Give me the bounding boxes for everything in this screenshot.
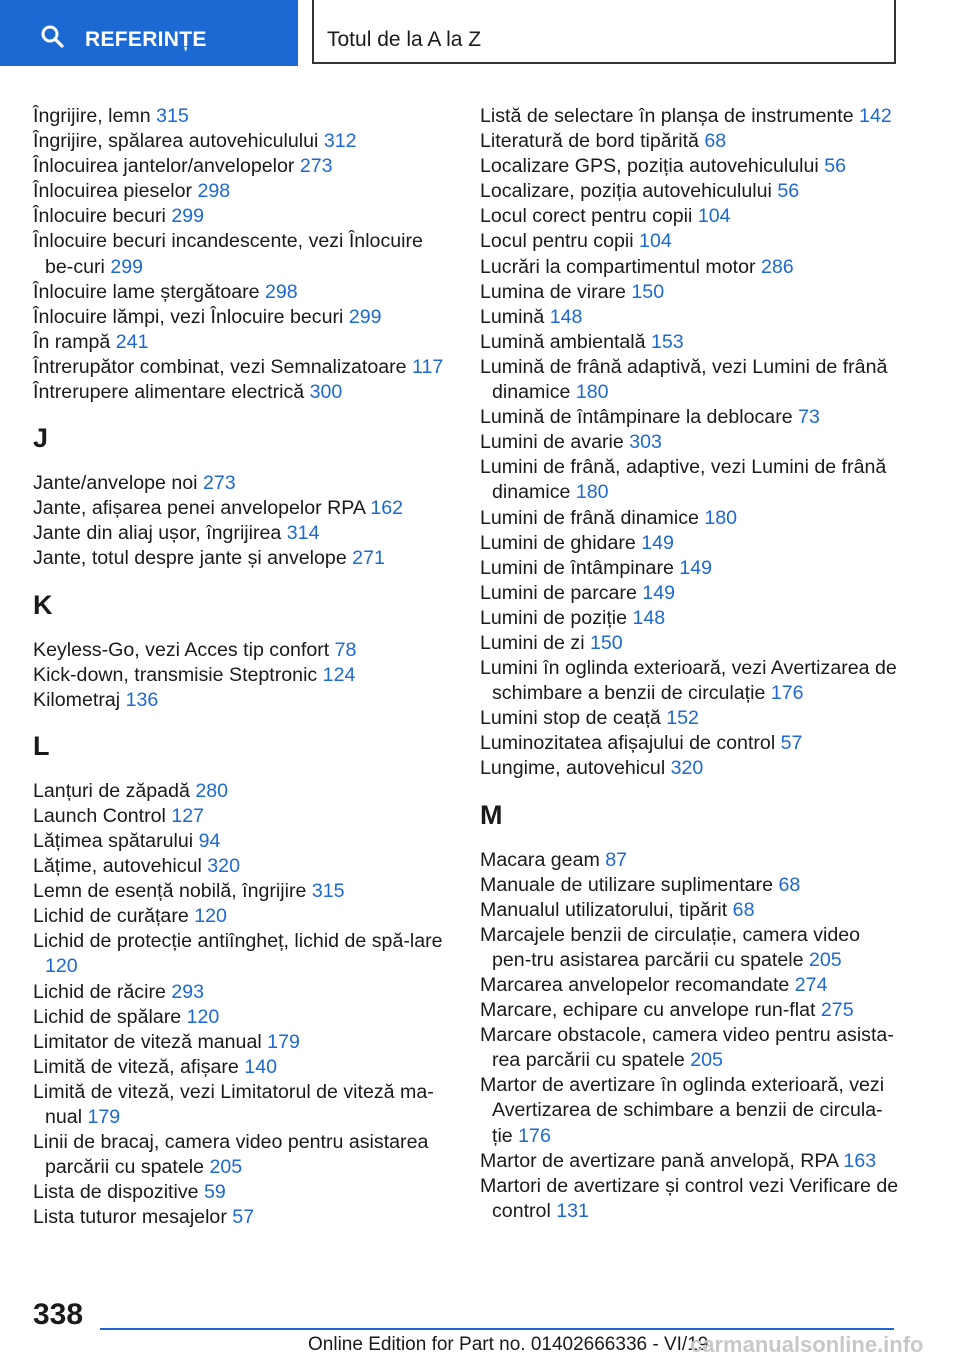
- index-page-link[interactable]: 120: [45, 955, 78, 978]
- index-entry-text: Localizare GPS, poziția autovehiculului: [480, 155, 819, 178]
- index-page-link[interactable]: 94: [198, 829, 221, 852]
- index-entry-text: Înlocuire lame ștergătoare: [33, 280, 260, 303]
- index-entry-text: Lățime, autovehicul: [33, 855, 202, 878]
- index-entry-text: Lucrări la compartimentul motor: [480, 255, 756, 278]
- index-entry: [480, 430, 900, 455]
- index-entry: [33, 471, 453, 496]
- index-entry-text: Lumini de parcare: [480, 581, 637, 604]
- index-entry-text: Kilometraj: [33, 688, 121, 711]
- index-entry: [480, 129, 900, 154]
- page-number: 338: [33, 1298, 84, 1331]
- index-page-link[interactable]: 320: [207, 855, 240, 878]
- index-page-link[interactable]: 176: [770, 682, 804, 705]
- index-entry-text: Lumini de frână, adaptive, vezi Lumini de frână dinamice: [480, 456, 887, 504]
- index-entry-text: Lumini în oglinda exterioară, vezi Avertizarea de schimbare a benzii de circulație: [480, 657, 897, 705]
- index-letter-heading: L: [33, 730, 50, 761]
- index-page-link[interactable]: 274: [794, 974, 828, 996]
- index-entry-text: Lichid de curățare: [33, 905, 189, 928]
- index-page-link[interactable]: 148: [549, 305, 583, 328]
- index-entry: [480, 1149, 900, 1174]
- index-entry: [480, 531, 900, 556]
- index-entry: [33, 1130, 453, 1180]
- index-page-link[interactable]: 298: [265, 280, 298, 303]
- index-entry: [33, 929, 453, 979]
- index-page-link[interactable]: 142: [859, 105, 892, 127]
- index-page-link[interactable]: 104: [639, 230, 672, 253]
- index-entry: [33, 829, 453, 854]
- index-entry: [480, 455, 900, 505]
- index-page-link[interactable]: 59: [204, 1181, 226, 1204]
- index-entry: [33, 779, 453, 804]
- index-page-link[interactable]: 149: [679, 556, 713, 579]
- index-page-link[interactable]: 120: [194, 905, 227, 928]
- index-entry: [480, 255, 900, 280]
- index-entry: [33, 1080, 453, 1130]
- footer-divider: [100, 1328, 894, 1330]
- index-entry-text: Lățimea spătarului: [33, 829, 194, 852]
- index-entry: [480, 1023, 900, 1073]
- index-entry-text: Îngrijire, spălarea autovehiculului: [33, 130, 319, 153]
- index-page-link[interactable]: 78: [334, 638, 357, 661]
- index-entry: [480, 581, 900, 606]
- index-page-link[interactable]: 117: [412, 355, 444, 378]
- index-entry: [33, 904, 453, 929]
- index-entry: [33, 179, 453, 204]
- index-entry-text: În rampă: [33, 330, 111, 353]
- index-entry: [33, 879, 453, 904]
- index-entry-text: Locul corect pentru copii: [480, 205, 693, 228]
- index-page-link[interactable]: 179: [87, 1106, 121, 1128]
- index-column-right: [480, 104, 900, 1224]
- index-entry: [480, 280, 900, 305]
- index-entry: [33, 330, 453, 355]
- index-entry: [33, 204, 453, 229]
- index-page-link[interactable]: 293: [171, 980, 205, 1003]
- index-entry: [33, 280, 453, 305]
- index-page-link[interactable]: 73: [798, 406, 820, 429]
- index-entry-text: Înlocuire becuri: [33, 205, 166, 228]
- index-page-link[interactable]: 298: [197, 180, 231, 203]
- index-page-link[interactable]: 280: [195, 779, 229, 802]
- index-entry: [480, 848, 900, 873]
- search-icon: [40, 24, 64, 48]
- index-entry: [480, 1174, 900, 1224]
- index-page-link[interactable]: 149: [642, 581, 675, 604]
- index-entry: [480, 355, 900, 405]
- index-entry-text: Lumina de virare: [480, 280, 626, 303]
- index-entry-text: Localizare, poziția autovehiculului: [480, 180, 772, 203]
- index-entry: [480, 179, 900, 204]
- index-entry: [33, 355, 453, 380]
- index-entry-text: Luminozitatea afișajului de control: [480, 732, 776, 755]
- index-letter-heading: K: [33, 589, 53, 620]
- index-column-left: [33, 104, 453, 1230]
- index-entry: [480, 305, 900, 330]
- index-entry: [480, 706, 900, 731]
- index-entry: [33, 546, 453, 571]
- index-page-link[interactable]: 136: [125, 688, 159, 711]
- index-entry: [480, 606, 900, 631]
- index-page-link[interactable]: 68: [732, 898, 755, 921]
- index-entry-text: Lumină ambientală: [480, 330, 646, 353]
- index-page-link[interactable]: 68: [704, 130, 727, 153]
- index-page-link[interactable]: 241: [115, 330, 149, 353]
- index-entry-text: Limitator de viteză manual: [33, 1030, 262, 1053]
- index-page-link[interactable]: 205: [690, 1049, 723, 1072]
- index-entry-text: Lumini de zi: [480, 631, 585, 654]
- index-page-link[interactable]: 179: [267, 1030, 300, 1053]
- index-entry-text: Jante, totul despre jante și anvelope: [33, 547, 347, 570]
- index-entry-text: Lumină de întâmpinare la deblocare: [480, 406, 793, 429]
- index-page-link[interactable]: 180: [575, 381, 609, 404]
- index-page-link[interactable]: 299: [171, 205, 205, 228]
- index-entry: [33, 229, 453, 279]
- index-page-link[interactable]: 131: [556, 1199, 589, 1222]
- index-page-link[interactable]: 273: [202, 472, 236, 495]
- index-entry: [480, 731, 900, 756]
- index-entry: [33, 521, 453, 546]
- index-entry-text: Înlocuire becuri incandescente, vezi Înlocuire be-curi: [33, 230, 423, 278]
- index-page-link[interactable]: 303: [629, 431, 662, 454]
- index-entry: [480, 873, 900, 898]
- index-entry-text: Martor de avertizare în oglinda exterioară, vezi Avertizarea de schimbare a benzii de circula-ție: [480, 1074, 885, 1147]
- index-entry-text: Înlocuire lămpi, vezi Înlocuire becuri: [33, 305, 344, 328]
- index-entry: [33, 854, 453, 879]
- index-page-link[interactable]: 104: [697, 205, 731, 228]
- index-entry: [33, 638, 453, 663]
- index-page-link[interactable]: 127: [171, 804, 205, 827]
- index-page-link[interactable]: 56: [777, 180, 800, 203]
- index-entry-text: Întrerupător combinat, vezi Semnalizatoare: [33, 355, 407, 378]
- index-page-link[interactable]: 320: [670, 757, 704, 780]
- index-entry-text: Lumini de avarie: [480, 431, 624, 454]
- section-tab-referinte[interactable]: [0, 0, 298, 66]
- index-entry-text: Lungime, autovehicul: [480, 757, 666, 780]
- index-page-link[interactable]: 120: [186, 1005, 220, 1028]
- index-entry-text: Manualul utilizatorului, tipărit: [480, 898, 728, 921]
- index-entry: [480, 229, 900, 254]
- chapter-title-tab: [312, 0, 896, 64]
- index-entry-text: Lumini de întâmpinare: [480, 556, 674, 579]
- index-entry-text: Martor de avertizare pană anvelopă, RPA: [480, 1149, 838, 1172]
- index-page-link[interactable]: 162: [370, 497, 404, 520]
- index-page-link[interactable]: 153: [651, 330, 684, 353]
- index-entry-text: Lista de dispozitive: [33, 1181, 199, 1204]
- index-entry: [480, 104, 900, 129]
- index-letter-heading: J: [33, 423, 49, 454]
- index-page-link[interactable]: 299: [110, 255, 144, 278]
- index-entry: [33, 104, 453, 129]
- index-entry-text: Lanțuri de zăpadă: [33, 779, 190, 802]
- index-entry-text: Literatură de bord tipărită: [480, 130, 699, 153]
- index-page-link[interactable]: 275: [820, 999, 854, 1022]
- index-entry: [480, 204, 900, 229]
- index-entry: [480, 656, 900, 706]
- index-entry-text: Jante din aliaj ușor, îngrijirea: [33, 522, 282, 545]
- index-entry: [33, 1030, 453, 1055]
- index-entry-text: Lichid de spălare: [33, 1005, 182, 1028]
- index-page-link[interactable]: 180: [704, 506, 738, 529]
- index-page-link[interactable]: 312: [323, 130, 357, 153]
- index-entry-text: Listă de selectare în planșa de instrumente: [480, 105, 854, 127]
- index-entry: [480, 756, 900, 781]
- index-letter-heading: M: [480, 799, 503, 830]
- index-entry-text: Marcajele benzii de circulație, camera video pen-tru asistarea parcării cu spatele: [480, 923, 861, 971]
- index-entry-text: Kick-down, transmisie Steptronic: [33, 663, 318, 686]
- index-entry: [33, 305, 453, 330]
- index-entry-text: Launch Control: [33, 804, 166, 827]
- index-entry: [480, 154, 900, 179]
- index-entry: [33, 380, 453, 405]
- index-entry: [480, 973, 900, 998]
- index-entry-text: Lumină: [480, 305, 545, 328]
- index-entry-text: Lista tuturor mesajelor: [33, 1206, 227, 1229]
- index-entry: [33, 688, 453, 713]
- index-entry-text: Limită de viteză, afișare: [33, 1055, 239, 1078]
- index-page-link[interactable]: 87: [605, 848, 628, 871]
- index-entry-text: Înlocuirea pieselor: [33, 180, 193, 203]
- index-entry: [33, 496, 453, 521]
- index-entry-text: Lichid de răcire: [33, 980, 166, 1003]
- index-entry: [33, 1205, 453, 1230]
- index-page-link[interactable]: 149: [641, 531, 674, 554]
- index-entry: [33, 1055, 453, 1080]
- section-label: REFERINȚE: [85, 28, 207, 51]
- index-entry-text: Jante/anvelope noi: [33, 472, 198, 495]
- index-page-link[interactable]: 124: [322, 663, 356, 686]
- index-page-link[interactable]: 163: [843, 1149, 877, 1172]
- index-page-link[interactable]: 150: [631, 280, 665, 303]
- index-entry-text: Lichid de protecție antiîngheț, lichid de spă-lare: [33, 930, 443, 953]
- index-entry: [480, 923, 900, 973]
- index-entry-text: Martori de avertizare și control vezi Verificare de control: [480, 1174, 899, 1222]
- index-entry-text: Marcare, echipare cu anvelope run-flat: [480, 999, 816, 1022]
- index-page-link[interactable]: 150: [590, 631, 623, 654]
- index-entry: [33, 663, 453, 688]
- index-entry: [480, 998, 900, 1023]
- index-page-link[interactable]: 315: [156, 105, 189, 127]
- index-page-link[interactable]: 205: [209, 1156, 243, 1179]
- index-entry: [480, 898, 900, 923]
- chapter-title: Totul de la A la Z: [327, 28, 482, 51]
- index-page-link[interactable]: 271: [352, 547, 385, 570]
- index-entry-text: Lumini de poziție: [480, 606, 628, 629]
- index-page-link[interactable]: 205: [808, 948, 842, 971]
- index-entry: [480, 1073, 900, 1148]
- index-page-link[interactable]: 314: [286, 522, 320, 545]
- index-page-link[interactable]: 300: [309, 381, 343, 404]
- index-entry-text: Întrerupere alimentare electrică: [33, 381, 305, 404]
- index-entry-text: Jante, afișarea penei anvelopelor RPA: [33, 497, 365, 520]
- index-entry: [33, 1180, 453, 1205]
- page-header: [0, 0, 960, 66]
- index-page-link[interactable]: 315: [311, 880, 345, 903]
- index-entry-text: Lumină de frână adaptivă, vezi Lumini de frână dinamice: [480, 355, 888, 404]
- index-entry-text: Lemn de esență nobilă, îngrijire: [33, 880, 307, 903]
- index-entry-text: Locul pentru copii: [480, 230, 634, 253]
- index-page-link[interactable]: 176: [518, 1124, 551, 1147]
- index-entry: [480, 405, 900, 430]
- index-entry-text: Marcare obstacole, camera video pentru asista-rea parcării cu spatele: [480, 1024, 894, 1072]
- index-entry-text: Lumini stop de ceață: [480, 707, 661, 730]
- index-page-link[interactable]: 57: [232, 1206, 255, 1229]
- index-page-link[interactable]: 299: [348, 305, 382, 328]
- index-entry-text: Înlocuirea jantelor/anvelopelor: [33, 155, 295, 178]
- index-entry: [33, 1005, 453, 1030]
- index-entry-text: Macara geam: [480, 848, 600, 871]
- index-entry-text: Lumini de frână dinamice: [480, 506, 699, 529]
- index-entry: [33, 129, 453, 154]
- index-entry: [33, 804, 453, 829]
- index-page-link[interactable]: 57: [780, 732, 803, 755]
- index-entry: [480, 556, 900, 581]
- index-page-link[interactable]: 152: [666, 707, 699, 730]
- index-entry-text: Linii de bracaj, camera video pentru asistarea parcării cu spatele: [33, 1131, 429, 1179]
- index-entry: [480, 631, 900, 656]
- index-entry: [33, 154, 453, 179]
- index-entry-text: Keyless-Go, vezi Acces tip confort: [33, 638, 330, 661]
- index-page-link[interactable]: 286: [760, 255, 794, 278]
- index-entry-text: Manuale de utilizare suplimentare: [480, 873, 773, 896]
- index-entry-text: Lumini de ghidare: [480, 531, 636, 554]
- index-page-link[interactable]: 68: [778, 873, 801, 896]
- index-entry-text: Marcarea anvelopelor recomandate: [480, 974, 790, 996]
- edition-text: Online Edition for Part no. 01402666336 - VI/19: [308, 1334, 709, 1355]
- index-entry-text: Îngrijire, lemn: [33, 105, 151, 127]
- index-page-link[interactable]: 56: [824, 155, 846, 178]
- index-page-link[interactable]: 180: [575, 481, 609, 504]
- index-page-link[interactable]: 140: [244, 1055, 277, 1078]
- index-entry: [33, 980, 453, 1005]
- index-entry: [480, 506, 900, 531]
- index-entry: [480, 330, 900, 355]
- index-entry-text: Limită de viteză, vezi Limitatorul de viteză ma-nual: [33, 1080, 434, 1128]
- watermark: carmanualsonline.info: [690, 1332, 924, 1357]
- index-page-link[interactable]: 273: [299, 155, 333, 178]
- index-page-link[interactable]: 148: [632, 606, 666, 629]
